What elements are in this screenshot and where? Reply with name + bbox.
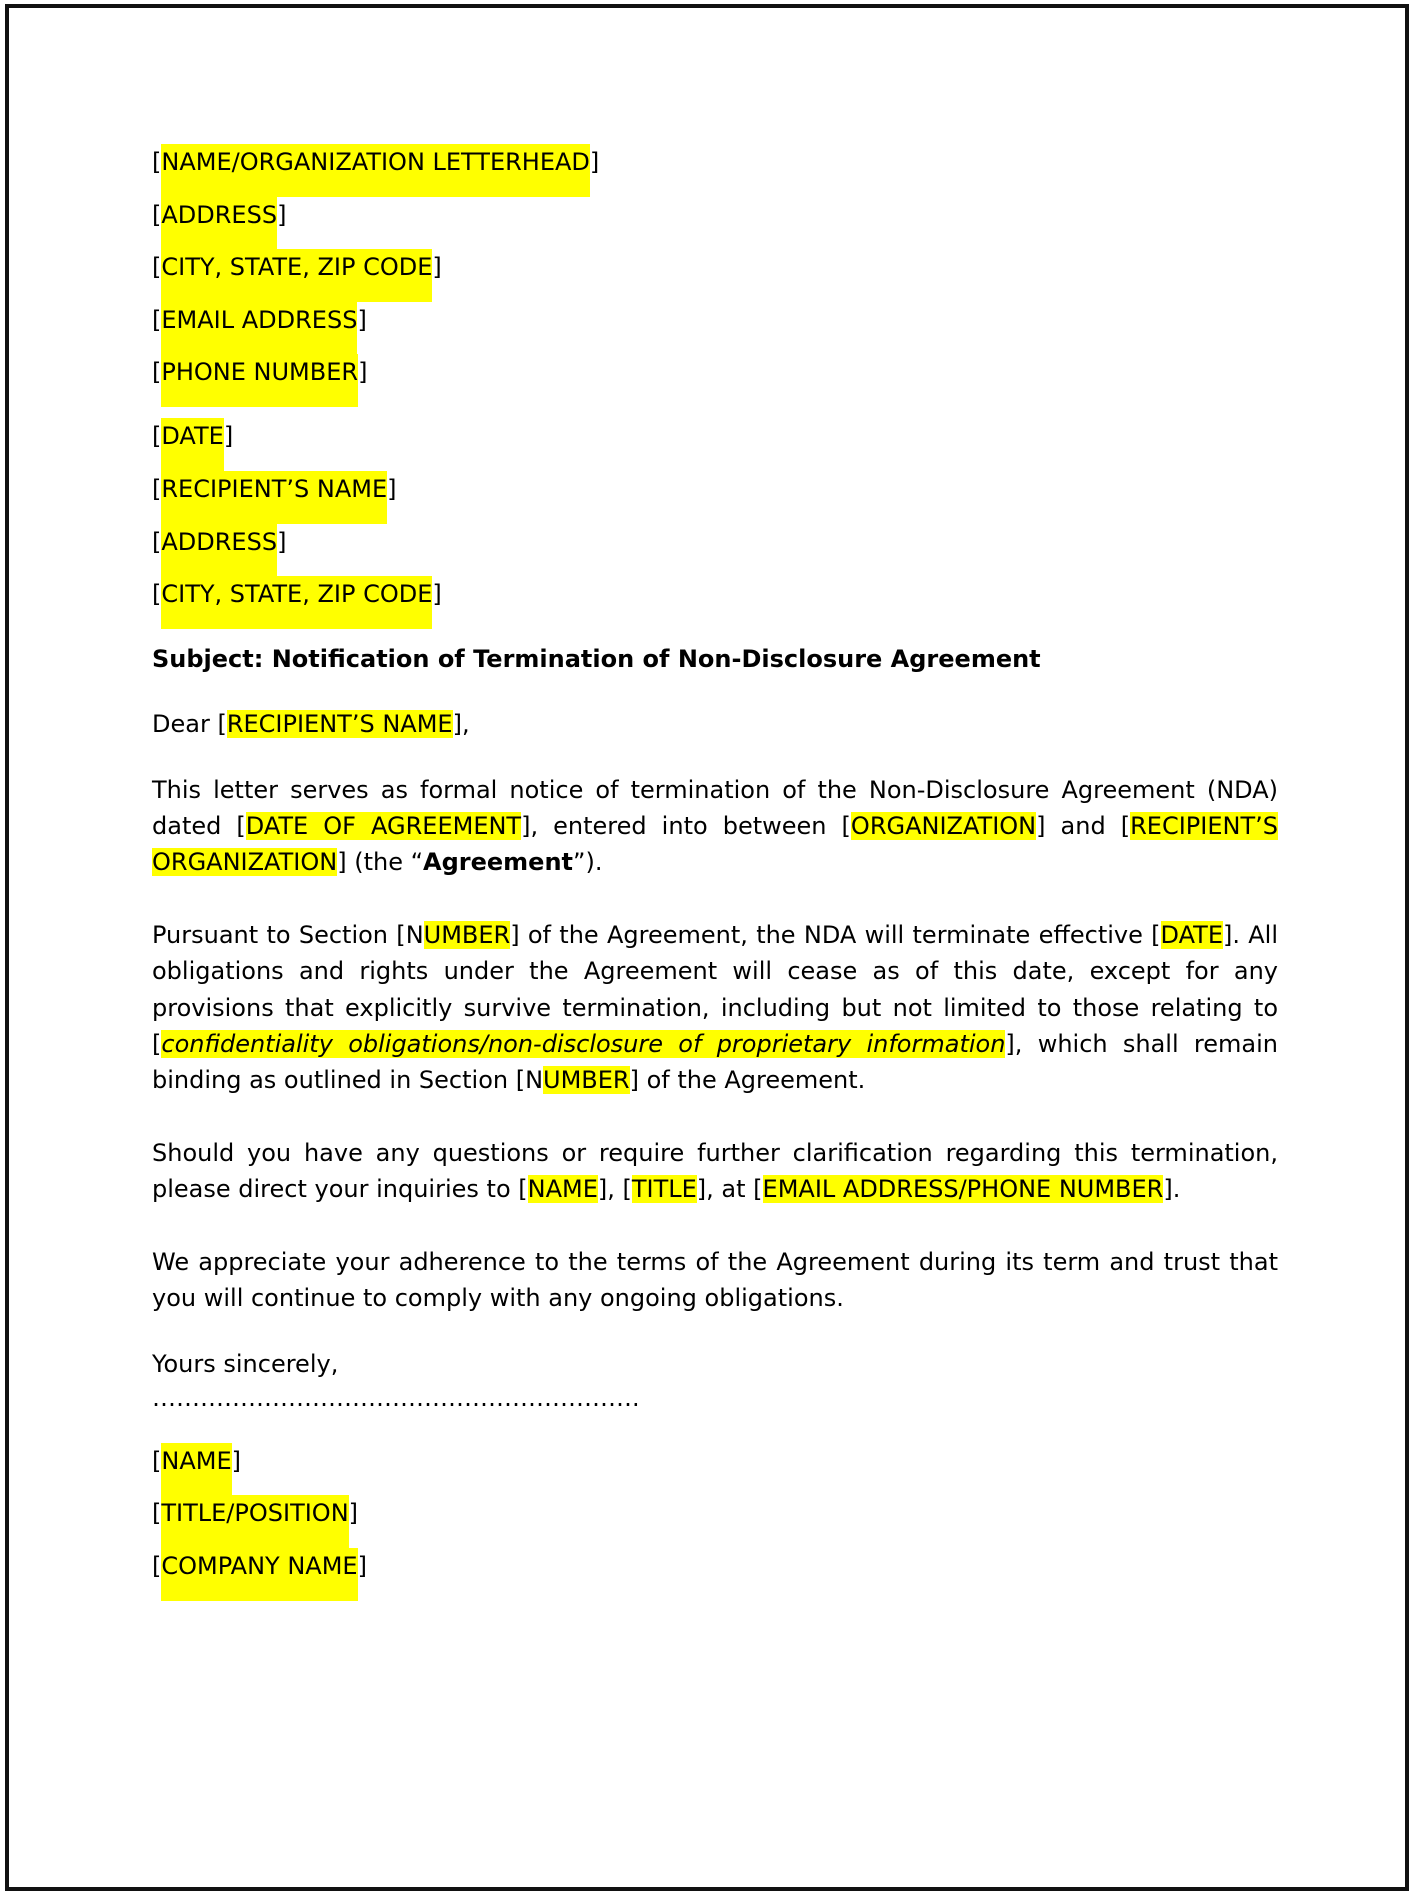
p1-text-2: , entered into between [530,811,842,840]
p2-section-first-char: N [405,920,424,949]
letter-date: [DATE] [152,418,1278,454]
placeholder-address: ADDRESS [161,197,277,250]
document-page [5,4,1409,1891]
placeholder-date: DATE [161,418,223,471]
recipient-block [152,418,1278,612]
p2-text-5: ] of the Agreement. [629,1066,866,1095]
paragraph-contact [152,1135,1278,1208]
placeholder-signature-company: COMPANY NAME [161,1548,357,1601]
p2-text-1: Pursuant to Section [ [152,920,406,949]
paragraph-termination-notice: This letter serves as formal notice of termination of the Non-Disclosure Agreement (NDA) dated [DATE OF AGREEMENT], entered into between [ORGANIZATION] and [RECIPIENT’S ORGANIZATION] (the “Agreement”). [152,775,1278,877]
defined-term-agreement: Agreement [423,848,574,877]
placeholder-survival-section-number: UMBER [543,1066,630,1095]
salutation: Dear [RECIPIENT’S NAME], [152,710,470,739]
p2-survival-first-char: N [525,1066,544,1095]
salutation-suffix: , [461,710,470,739]
signature-company: [COMPANY NAME] [152,1548,1278,1584]
salutation-prefix: Dear [152,710,218,739]
p3-text-3: ], at [ [696,1175,763,1204]
sender-block [152,144,1278,390]
placeholder-contact-details: EMAIL ADDRESS/PHONE NUMBER [762,1175,1164,1204]
p2-text-4: ], which shall remain binding as outlined in Section [ [152,1030,1278,1095]
p2-text-3: ]. All obligations and rights under the Agreement will cease as of this date, except for any provisions that explicitly survive termination, including but not limited to those relating to [ [152,920,1279,1058]
placeholder-surviving-obligations: confidentiality obligations/non-disclosure of proprietary information [161,1030,1006,1058]
placeholder-section-number: UMBER [423,920,511,949]
letter-body [152,144,1278,1584]
p3-text-4: ]. [1163,1175,1181,1204]
sender-letterhead: [NAME/ORGANIZATION LETTERHEAD] [152,144,1278,180]
signature-line: ……………………………………………………. [152,1383,640,1412]
subject-line: Subject: Notification of Termination of Non-Disclosure Agreement [152,645,1041,674]
placeholder-organization: ORGANIZATION [850,811,1037,840]
sender-city-state-zip: [CITY, STATE, ZIP CODE] [152,249,1278,285]
placeholder-city-state-zip: CITY, STATE, ZIP CODE [161,249,432,302]
sender-phone: [PHONE NUMBER] [152,354,1278,390]
placeholder-letterhead: NAME/ORGANIZATION LETTERHEAD [161,144,590,197]
placeholder-salutation-name: RECIPIENT’S NAME [226,710,453,739]
paragraph-appreciation: We appreciate your adherence to the terms of the Agreement during its term and trust that you will continue to comply with any ongoing obligations. [152,1247,1278,1313]
placeholder-recipient-address: ADDRESS [161,524,277,577]
placeholder-recipient-organization: RECIPIENT’S ORGANIZATION [152,811,1278,877]
signature-name: [NAME] [152,1443,1278,1479]
placeholder-phone-number: PHONE NUMBER [161,354,358,407]
signature-title: [TITLE/POSITION] [152,1495,1278,1531]
placeholder-contact-title: TITLE [631,1175,697,1204]
closing: Yours sincerely, [152,1350,339,1379]
placeholder-contact-name: NAME [527,1175,598,1204]
sender-address: [ADDRESS] [152,197,1278,233]
sender-email: [EMAIL ADDRESS] [152,302,1278,338]
recipient-address: [ADDRESS] [152,524,1278,560]
paragraph-effective-date [152,917,1278,1099]
p1-text-4: (the “ [346,848,424,877]
recipient-name: [RECIPIENT’S NAME] [152,471,1278,507]
p3-text-2: ], [ [597,1175,632,1204]
p1-text-1: This letter serves as formal notice of termination of the Non-Disclosure Agreement (NDA) dated [152,775,1278,840]
placeholder-recipient-city-state-zip: CITY, STATE, ZIP CODE [161,576,432,629]
placeholder-signature-title: TITLE/POSITION [161,1495,348,1548]
placeholder-recipient-name: RECIPIENT’S NAME [161,471,387,524]
p1-text-5: ”). [573,848,603,877]
recipient-city-state-zip: [CITY, STATE, ZIP CODE] [152,576,1278,612]
signature-block [152,1443,1278,1584]
placeholder-email-address: EMAIL ADDRESS [161,302,357,355]
p1-text-3: and [1045,811,1121,840]
placeholder-signature-name: NAME [161,1443,231,1496]
p3-text-1: Should you have any questions or require further clarification regarding this termination, please direct your inquiries to [ [152,1138,1278,1204]
placeholder-effective-date: DATE [1160,920,1223,949]
p2-text-2: ] of the Agreement, the NDA will terminate effective [ [510,920,1161,949]
placeholder-date-of-agreement: DATE OF AGREEMENT [245,811,522,840]
